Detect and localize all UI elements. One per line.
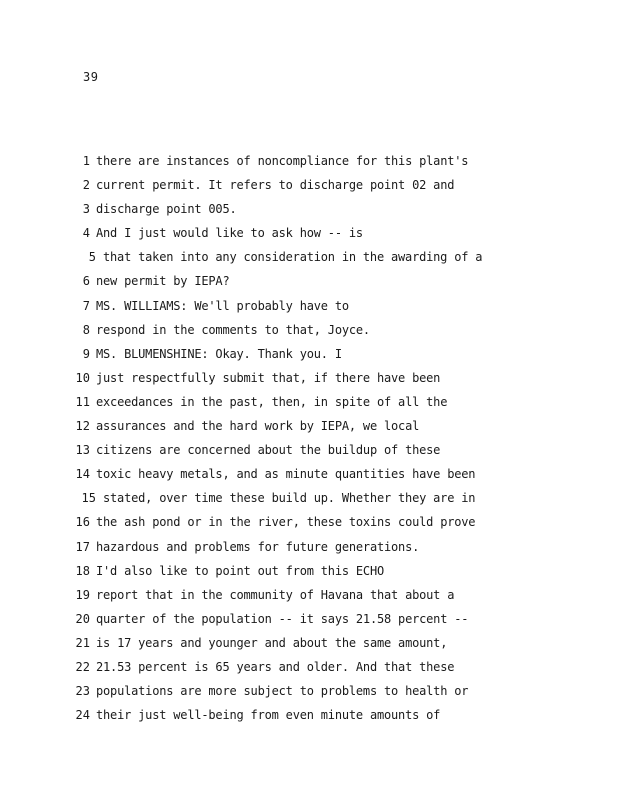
line-text: is 17 years and younger and about the same amount, [96, 635, 448, 650]
line-text: there are instances of noncompliance for this plant's [96, 154, 469, 168]
line-text: the ash pond or in the river, these toxins could prove [96, 515, 476, 530]
transcript-line [0, 274, 618, 298]
line-number: 4 [82, 226, 90, 241]
transcript-line [0, 226, 618, 250]
line-number: 1 [82, 154, 90, 168]
transcript-line [0, 684, 618, 708]
line-text: 21.53 percent is 65 years and older. And that these [96, 659, 455, 674]
line-number: 9 [82, 346, 90, 361]
transcript-line [0, 347, 618, 371]
line-text: toxic heavy metals, and as minute quantities have been [96, 467, 476, 482]
transcript-line [0, 443, 618, 467]
line-number: 7 [82, 298, 90, 313]
transcript-line [0, 323, 618, 347]
transcript-line [0, 636, 618, 660]
line-number: 6 [82, 274, 90, 289]
line-number: 2 [82, 178, 90, 193]
line-number: 14 [75, 467, 90, 482]
line-number: 23 [75, 684, 90, 699]
page-number: 39 [83, 70, 99, 84]
line-number: 24 [75, 708, 90, 723]
line-text: exceedances in the past, then, in spite of all the [96, 394, 448, 409]
line-number: 10 [75, 370, 90, 385]
line-number: 11 [75, 394, 90, 409]
line-number: 16 [75, 515, 90, 530]
line-text: stated, over time these build up. Whether they are in [103, 491, 476, 506]
line-text: hazardous and problems for future generations. [96, 539, 420, 554]
transcript-line [0, 299, 618, 323]
line-number: 8 [82, 322, 90, 337]
line-number: 5 [88, 250, 96, 265]
line-number: 21 [75, 635, 90, 650]
transcript-line [0, 371, 618, 395]
line-text: MS. BLUMENSHINE: Okay. Thank you. I [96, 346, 342, 361]
line-number: 22 [75, 659, 90, 674]
line-text: assurances and the hard work by IEPA, we local [96, 419, 420, 434]
line-text: populations are more subject to problems to health or [96, 684, 469, 699]
transcript-line [0, 395, 618, 419]
line-number: 17 [75, 539, 90, 554]
line-text: report that in the community of Havana that about a [96, 587, 455, 602]
line-number: 15 [81, 491, 96, 506]
line-number: 20 [75, 611, 90, 626]
line-text: respond in the comments to that, Joyce. [96, 322, 370, 337]
line-text: citizens are concerned about the buildup of these [96, 443, 441, 458]
line-text: discharge point 005. [96, 202, 237, 217]
line-text: quarter of the population -- it says 21.58 percent -- [96, 611, 469, 626]
line-text: I'd also like to point out from this ECHO [96, 563, 385, 578]
line-number: 13 [75, 443, 90, 458]
transcript-line [0, 202, 618, 226]
line-text: current permit. It refers to discharge point 02 and [96, 178, 455, 193]
transcript-body [0, 154, 618, 732]
line-text: new permit by IEPA? [96, 274, 230, 289]
transcript-line [0, 540, 618, 564]
line-text: their just well-being from even minute amounts of [96, 708, 441, 723]
transcript-line [0, 419, 618, 443]
line-text: And I just would like to ask how -- is [96, 226, 363, 241]
line-number: 12 [75, 419, 90, 434]
transcript-line [0, 491, 618, 515]
line-number: 18 [75, 563, 90, 578]
line-text: just respectfully submit that, if there have been [96, 370, 441, 385]
transcript-line [0, 467, 618, 491]
line-number: 19 [75, 587, 90, 602]
line-number: 3 [82, 202, 90, 217]
transcript-line [0, 250, 618, 274]
transcript-line [0, 708, 618, 732]
transcript-line [0, 154, 618, 178]
transcript-line [0, 588, 618, 612]
transcript-line [0, 515, 618, 539]
line-text: that taken into any consideration in the awarding of a [103, 250, 483, 265]
transcript-line [0, 660, 618, 684]
transcript-line [0, 178, 618, 202]
transcript-line [0, 564, 618, 588]
line-text: MS. WILLIAMS: We'll probably have to [96, 298, 349, 313]
transcript-line [0, 612, 618, 636]
